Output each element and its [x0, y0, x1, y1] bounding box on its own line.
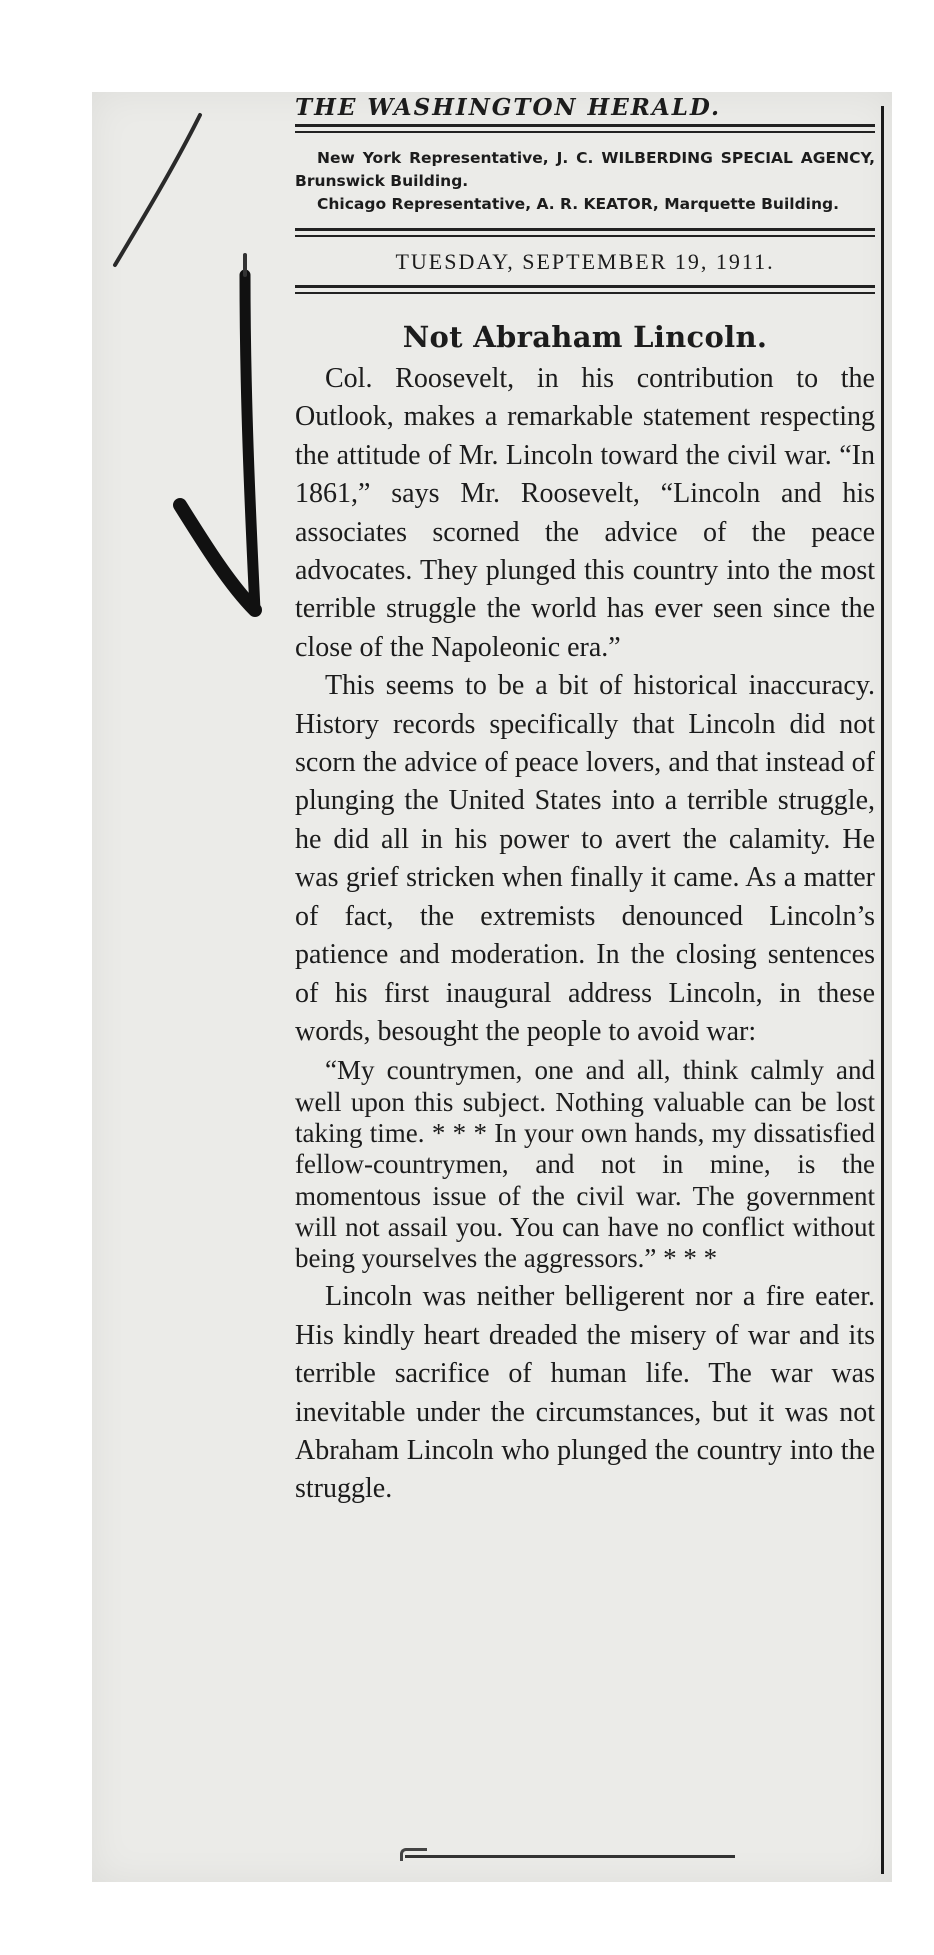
dateline-rule-top	[295, 228, 875, 237]
masthead-rule	[295, 124, 875, 133]
article-column	[295, 92, 875, 1509]
clipping-column-rule	[881, 106, 884, 1874]
article-end-rule	[405, 1855, 735, 1858]
quote-text: “My countrymen, one and all, think calmly and well upon this subject. Nothing valuable can be lost taking time. * * * In your own hands, my dissatisfied fellow-countrymen, and not in mine, is the momentous issue of the civil war. The government will not assail you. You can have no conflict without being yourselves the aggressors.” * * *	[295, 1055, 875, 1274]
article-headline: Not Abraham Lincoln.	[402, 320, 768, 354]
article-paragraph-2: This seems to be a bit of historical inaccuracy. History records specifically that Lincoln did not scorn the advice of peace lovers, and that instead of plunging the United States into a terrible struggle, he did all in his power to avert the calamity. He was grief stricken when finally it came. As a matter of fact, the extremists denounced Lincoln’s patience and moderation. In the closing sentences of his first inaugural address Lincoln, in these words, besought the people to avoid war:	[295, 670, 875, 1047]
inaugural-quote	[295, 1055, 875, 1274]
handwritten-checkmark	[105, 105, 285, 625]
agency-chicago: Chicago Representative, A. R. KEATOR, Marquette Building.	[317, 195, 839, 213]
masthead: THE WASHINGTON HERALD.	[295, 94, 722, 121]
article-body	[295, 360, 875, 1051]
article-paragraph-3: Lincoln was neither belligerent nor a fire eater. His kindly heart dreaded the misery of war and its terrible sacrifice of human life. The war was inevitable under the circumstances, but it was not Abraham Lincoln who plunged the country into the struggle.	[295, 1281, 875, 1505]
article-body-end	[295, 1278, 875, 1508]
article-paragraph-1: Col. Roosevelt, in his contribution to the Outlook, makes a remarkable statement respecting the attitude of Mr. Lincoln toward the civil war. “In 1861,” says Mr. Roosevelt, “Lincoln and his associates scorned the advice of the peace advocates. They plunged this country into the most terrible struggle the world has ever seen since the close of the Napoleonic era.”	[295, 363, 875, 663]
dateline: TUESDAY, SEPTEMBER 19, 1911.	[395, 249, 775, 274]
dateline-rule-bottom	[295, 285, 875, 294]
agency-new-york: New York Representative, J. C. WILBERDING SPECIAL AGENCY, Brunswick Building.	[295, 149, 875, 190]
agency-notice	[295, 147, 875, 216]
